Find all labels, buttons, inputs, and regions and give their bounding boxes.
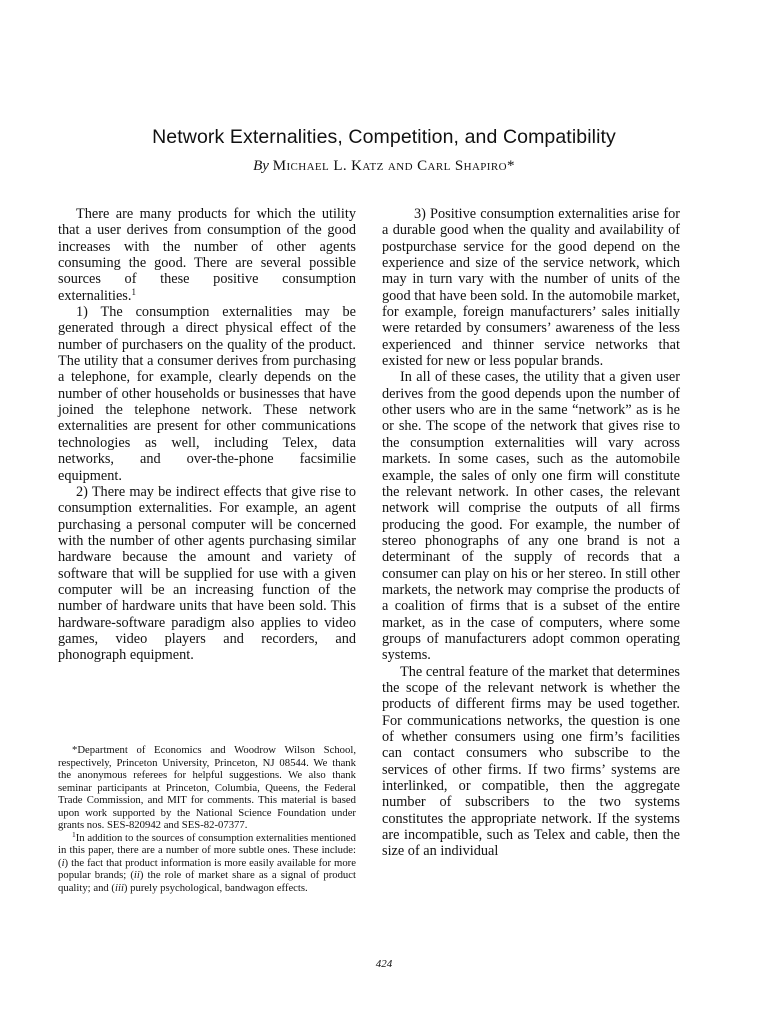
footnote-text: ) the role of market share as a signal of product quality; and ( bbox=[58, 869, 356, 894]
footnote-numeral: ii bbox=[133, 869, 140, 881]
footnote-text: In addition to the sources of consumption externalities mentioned in this paper, there are a number of more subtle ones. These include: ( bbox=[58, 831, 356, 869]
paragraph: 2) There may be indirect effects that give rise to consumption externalities. For example, an agent purchasing a personal computer will be concerned with the number of other agents purchasing similar hardware because the amount and variety of software that will be supplied for use with a given computer will be an increasing function of the number of hardware units that have been sold. This hardware-software paradigm also applies to video games, video players and recorders, and phonograph equipment. bbox=[58, 483, 356, 664]
footnotes bbox=[58, 744, 356, 894]
paragraph bbox=[58, 206, 356, 304]
affiliation-footnote: *Department of Economics and Woodrow Wilson School, respectively, Princeton University, Princeton, NJ 08544. We thank the anonymous referees for helpful suggestions. We also thank seminar participants at Princeton, Columbia, Queens, the Federal Trade Commission, and MIT for comments. This material is based upon work supported by the National Science Foundation under grants nos. SES-820942 and SES-82-07377. bbox=[58, 744, 356, 831]
footnote-text: ) the fact that product information is more easily available for more popular brands; ( bbox=[58, 856, 356, 881]
byline bbox=[0, 158, 768, 175]
footnote-numeral: i bbox=[61, 856, 65, 869]
byline-prefix: By bbox=[253, 158, 269, 174]
footnote-1 bbox=[58, 829, 356, 895]
footnote-marker: 1 bbox=[131, 286, 136, 297]
paragraph: In all of these cases, the utility that a given user derives from the good depends upon the number of other users who are in the same “network” as is he or she. The scope of the network that gives rise to the consumption externalities will vary across markets. In some cases, such as the automobile example, the sales of only one firm will constitute the relevant network. In other cases, the relevant network will comprise the outputs of all firms producing the good. For example, the number of stereo phonographs of any one brand is not a determinant of the supply of records that a consumer can play on his or her stereo. In still other markets, the network may comprise the products of a coalition of firms that is a subset of the entire market, as in the case of computers, where some groups of manufacturers adopt common operating systems. bbox=[382, 369, 680, 664]
page-number: 424 bbox=[375, 958, 393, 970]
footnote-numeral: iii bbox=[115, 881, 124, 894]
paragraph: 3) Positive consumption externalities arise for a durable good when the quality and availability of postpurchase service for the good depend on the experience and size of the service network, which may in turn vary with the number of units of the good that have been sold. In the automobile market, for example, foreign manufacturers’ sales initially were retarded by consumers’ awareness of the less experienced and thinner service networks that existed for new or less popular brands. bbox=[382, 206, 680, 370]
paragraph: The central feature of the market that determines the scope of the relevant network is whether the products of different firms may be used together. For communications networks, the question is one of whether consumers using one firm’s facilities can contact consumers who subscribe to the services of other firms. If two firms’ systems are interlinked, or compatible, then the aggregate number of subscribers to the two systems constitutes the appropriate network. If the systems are incompatible, such as Telex and cable, then the size of an individual bbox=[382, 663, 680, 860]
right-column bbox=[382, 206, 680, 860]
paragraph: 1) The consumption externalities may be generated through a direct physical effect of the number of purchasers on the quality of the product. The utility that a consumer derives from purchasing a telephone, for example, clearly depends on the number of other households or businesses that have joined the telephone network. These network externalities are present for other communications technologies as well, including Telex, data networks, and over-the-phone facsimilie equipment. bbox=[58, 304, 356, 484]
article-title: Network Externalities, Competition, and Compatibility bbox=[152, 126, 616, 149]
left-column bbox=[58, 206, 356, 664]
paragraph-text: There are many products for which the utility that a user derives from consumption of the good increases with the number of other agents consuming the good. There are several possible sources of these positive consumption externalities. bbox=[58, 206, 356, 304]
author-names: Michael L. Katz and Carl Shapiro* bbox=[272, 158, 515, 174]
footnote-1-marker: 1 bbox=[72, 829, 76, 839]
footnote-text: ) purely psychological, bandwagon effects. bbox=[123, 881, 308, 894]
